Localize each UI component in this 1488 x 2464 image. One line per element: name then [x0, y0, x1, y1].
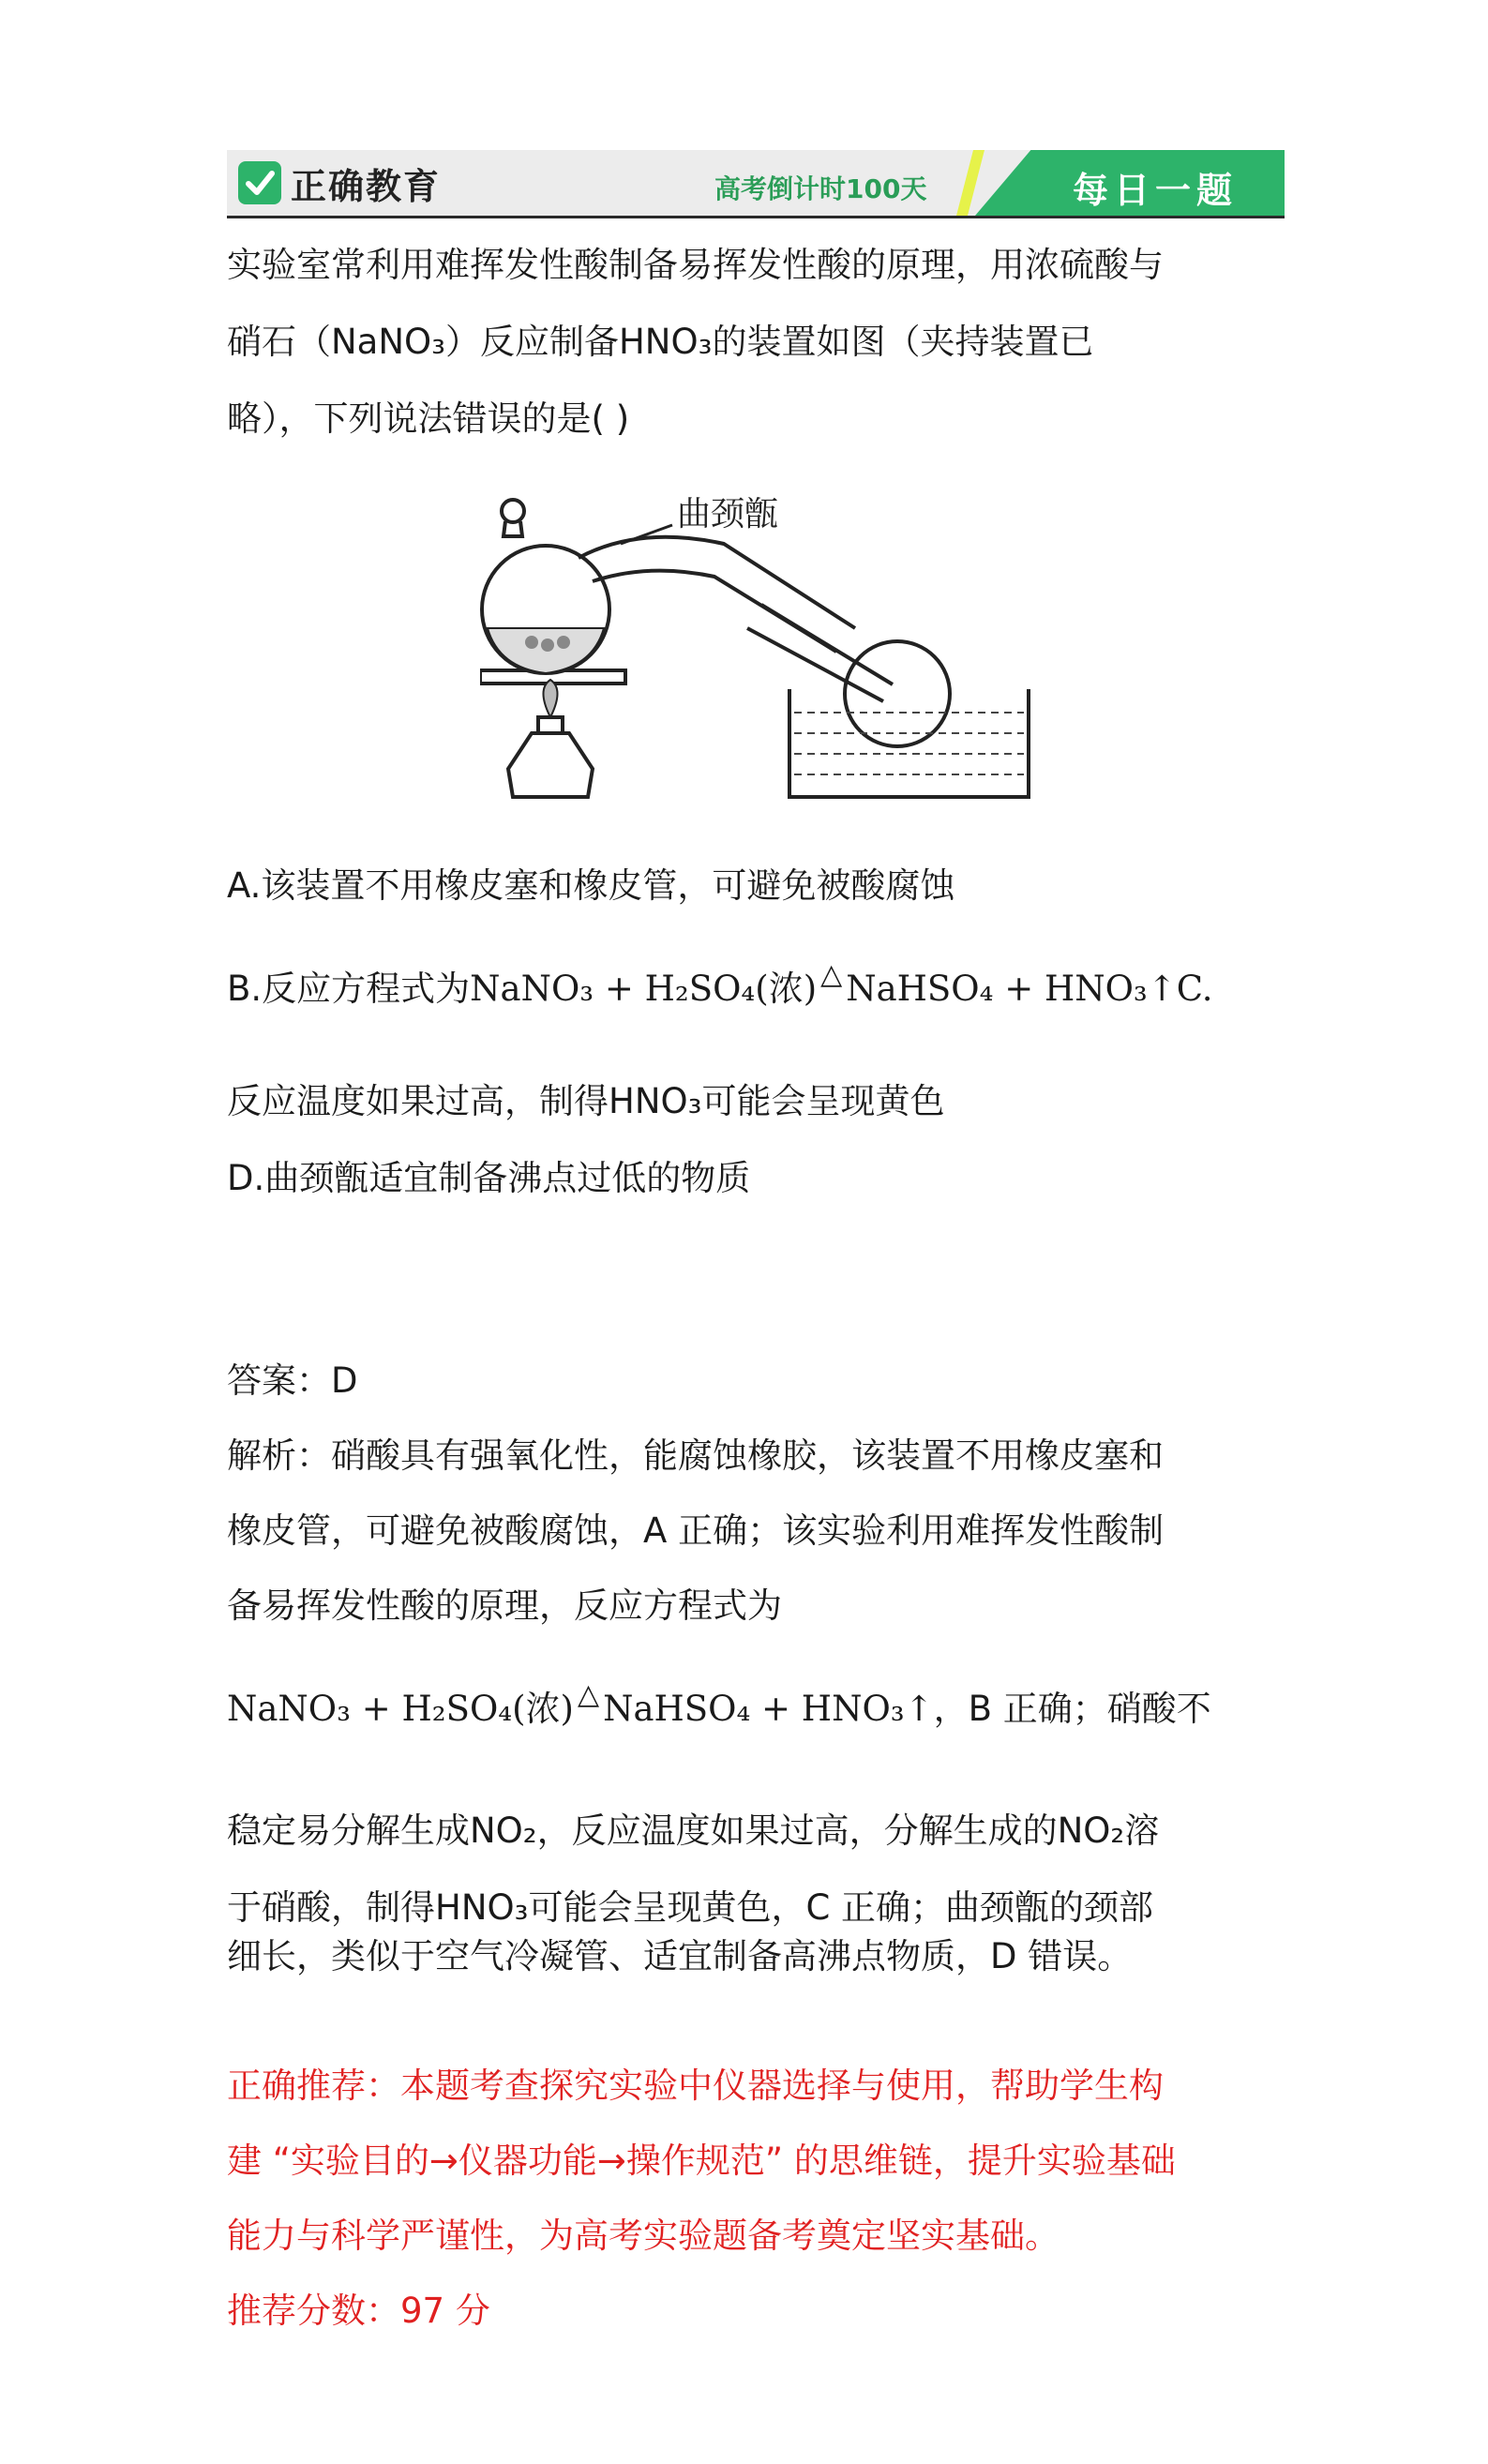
option-c: 反应温度如果过高，制得HNO₃可能会呈现黄色: [227, 1081, 945, 1121]
heat-symbol: △: [820, 958, 843, 991]
analysis-line-7: 细长，类似于空气冷凝管、适宜制备高沸点物质，D 错误。: [227, 1936, 1133, 1976]
decorative-stripe: [956, 150, 984, 216]
header-banner: [227, 150, 1285, 218]
analysis-equation: [227, 1678, 1211, 1735]
option-a: A.该装置不用橡皮塞和橡皮管，可避免被酸腐蚀: [227, 865, 955, 906]
recommend-line-2: 建 “实验目的→仪器功能→操作规范” 的思维链，提升实验基础: [227, 2141, 1176, 2181]
recommend-line-3: 能力与科学严谨性，为高考实验题备考奠定坚实基础。: [227, 2216, 1060, 2256]
brand-name: 正确教育: [291, 165, 442, 207]
checkmark-icon: [238, 161, 281, 204]
analysis-equation-suffix: ，B 正确；硝酸不: [933, 1689, 1211, 1729]
countdown-text: 高考倒计时100天: [714, 173, 927, 204]
brand: [238, 158, 441, 208]
daily-title: 每日一题: [1072, 170, 1238, 211]
heat-symbol: △: [577, 1678, 600, 1711]
question-line-1: 实验室常利用难挥发性酸制备易挥发性酸的原理，用浓硫酸与: [227, 245, 1164, 285]
recommend-score: 推荐分数：97 分: [227, 2291, 490, 2331]
recommend-line-1: 正确推荐：本题考查探究实验中仪器选择与使用，帮助学生构: [227, 2066, 1164, 2106]
option-b: [227, 958, 1213, 1015]
analysis-equation-left: NaNO₃ + H₂SO₄(浓): [227, 1689, 574, 1729]
retort-apparatus-figure: [480, 488, 1033, 825]
option-b-equation-right: NaHSO₄ + HNO₃↑: [846, 969, 1177, 1009]
option-b-equation-left: NaNO₃ + H₂SO₄(浓): [470, 969, 818, 1009]
figure-label: 曲颈甑: [677, 495, 779, 533]
option-b-prefix: B.反应方程式为: [227, 969, 471, 1009]
question-line-2: 硝石（NaNO₃）反应制备HNO₃的装置如图（夹持装置已: [227, 322, 1094, 362]
analysis-line-1: 解析：硝酸具有强氧化性，能腐蚀橡胶，该装置不用橡皮塞和: [227, 1435, 1164, 1476]
analysis-line-6: 于硝酸，制得HNO₃可能会呈现黄色，C 正确；曲颈甑的颈部: [227, 1887, 1154, 1928]
option-d: D.曲颈甑适宜制备沸点过低的物质: [227, 1158, 751, 1198]
option-c-prefix: C.: [1176, 969, 1213, 1009]
analysis-line-5: 稳定易分解生成NO₂，反应温度如果过高，分解生成的NO₂溶: [227, 1810, 1160, 1851]
analysis-line-3: 备易挥发性酸的原理，反应方程式为: [227, 1585, 782, 1626]
analysis-line-2: 橡皮管，可避免被酸腐蚀，A 正确；该实验利用难挥发性酸制: [227, 1510, 1165, 1551]
answer-label: 答案：D: [227, 1360, 358, 1401]
analysis-equation-right: NaHSO₄ + HNO₃↑: [603, 1689, 934, 1729]
question-line-3: 略），下列说法错误的是( ): [227, 398, 630, 439]
